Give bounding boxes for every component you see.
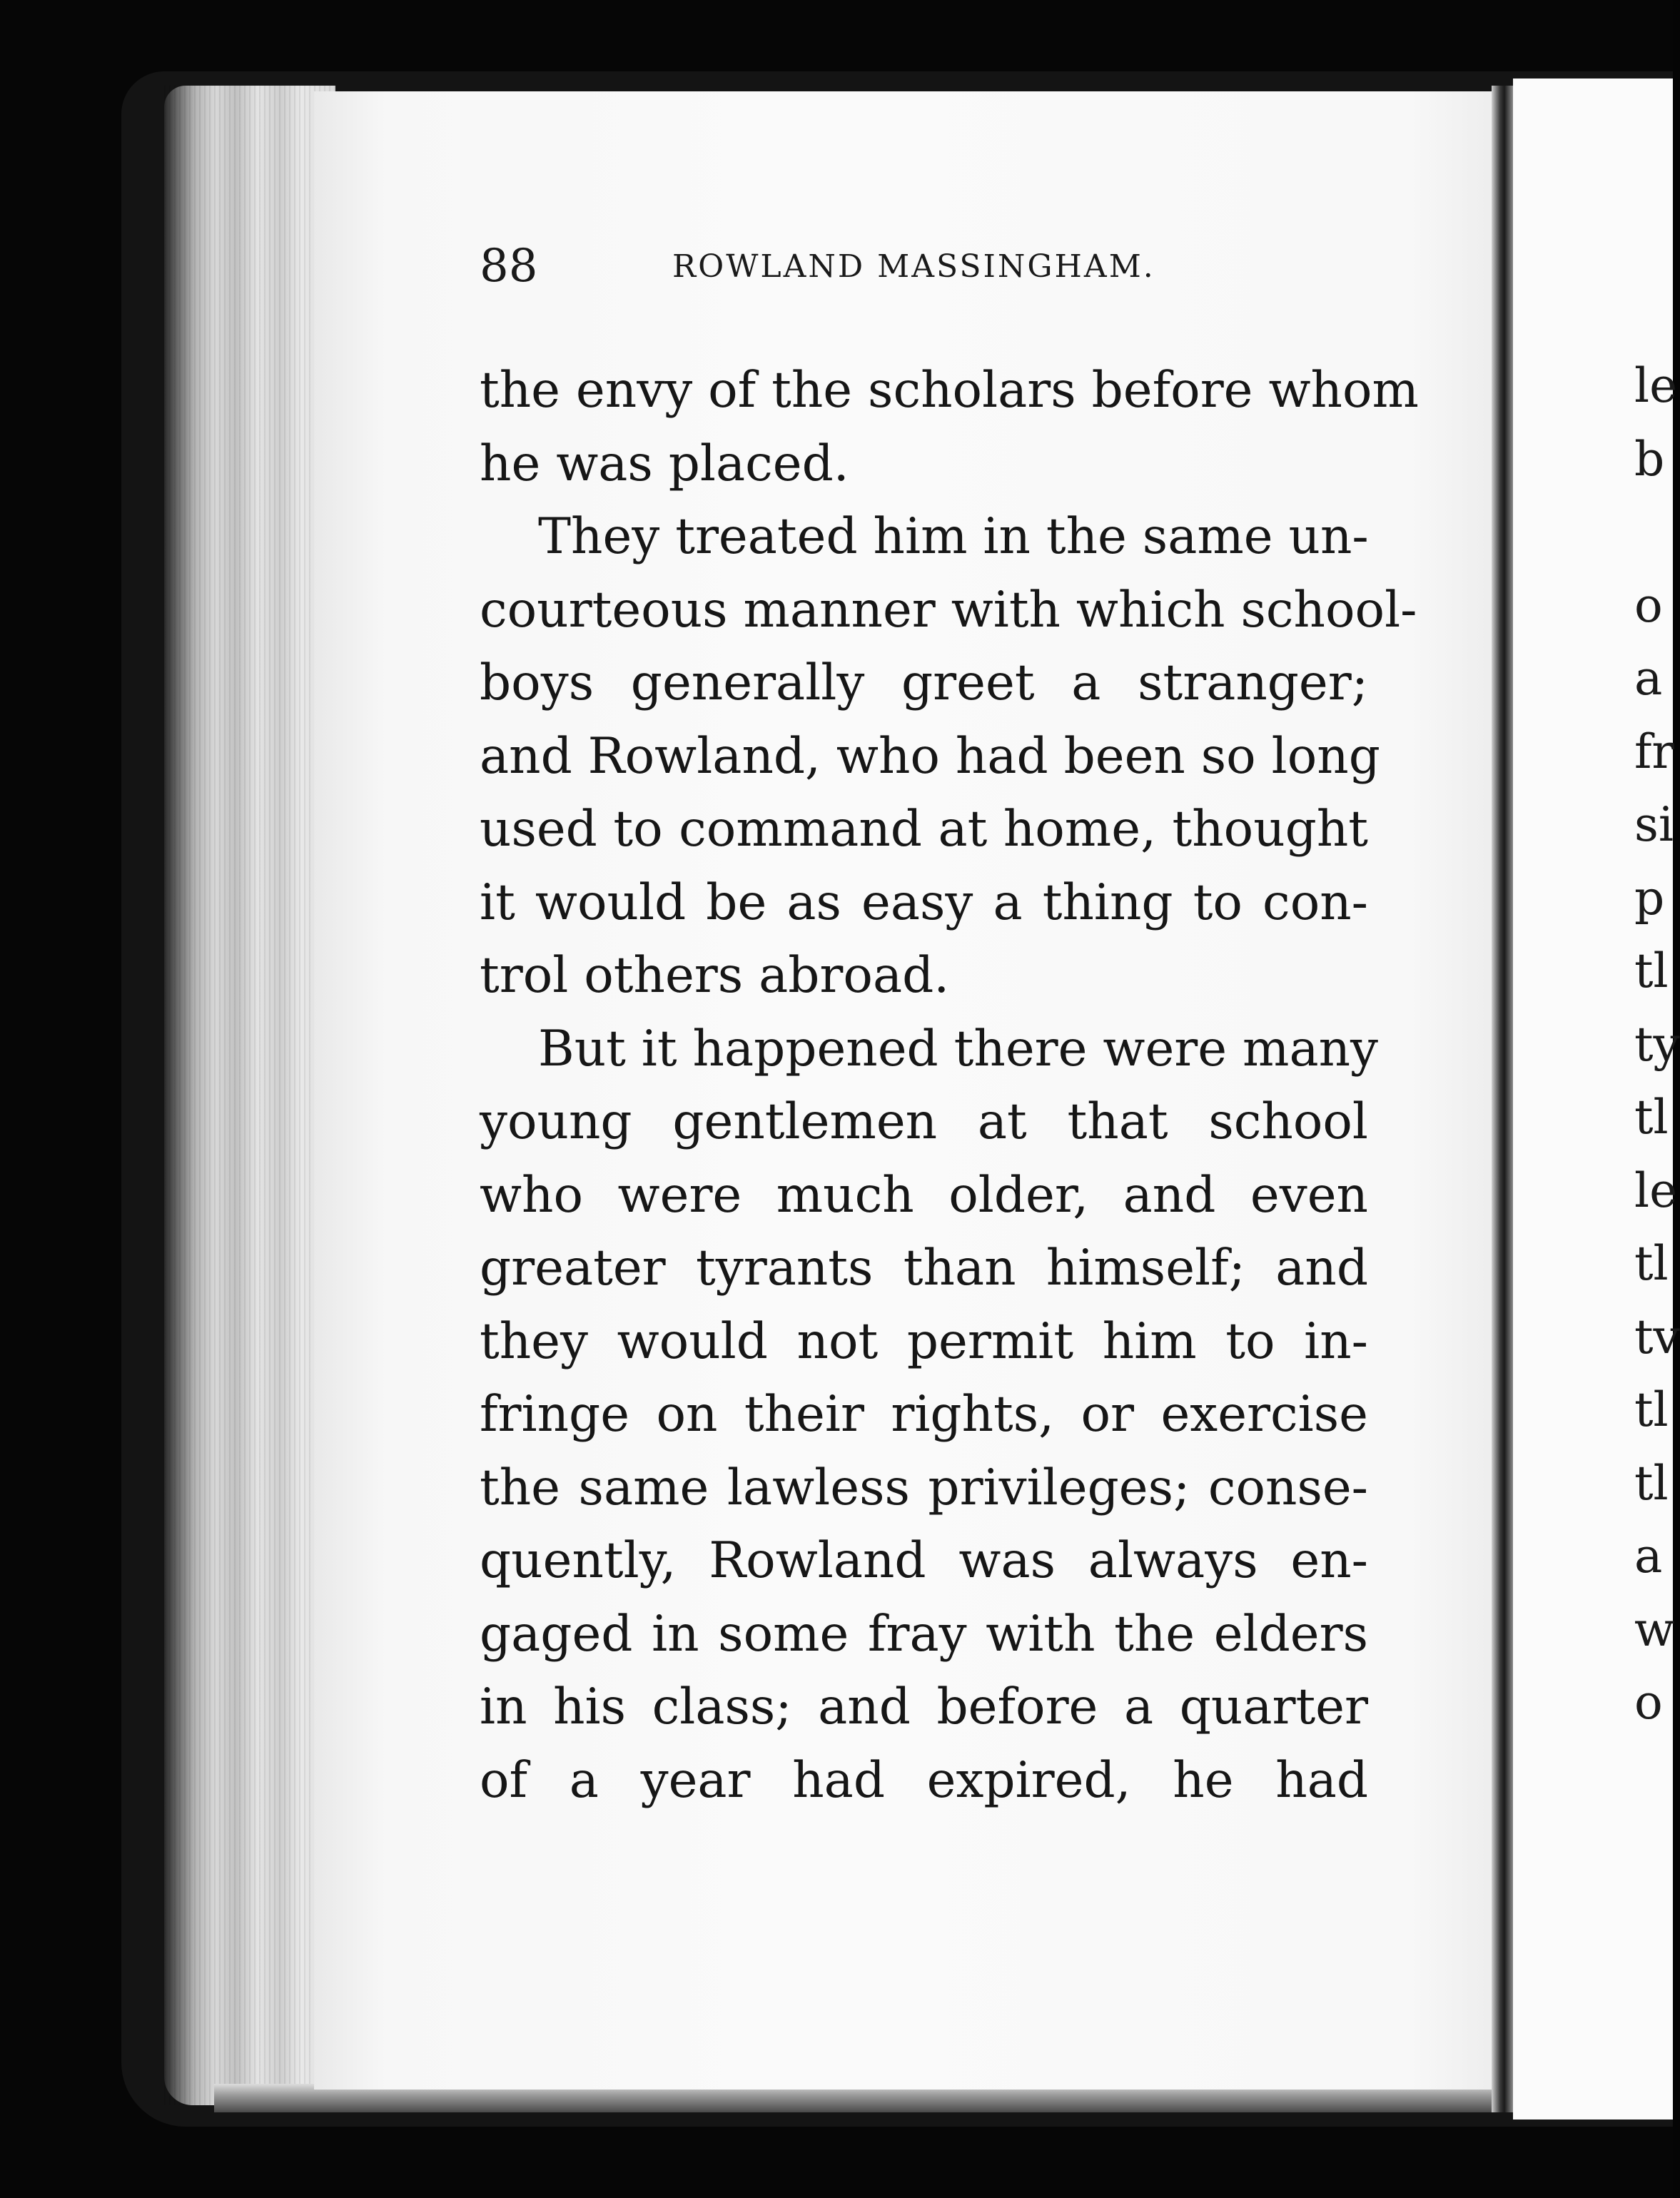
facing-fragment: w bbox=[1634, 1601, 1675, 1657]
facing-fragment: le bbox=[1634, 358, 1678, 413]
facing-fragment: ty bbox=[1634, 1016, 1680, 1072]
text-line: and Rowland, who had been so long bbox=[480, 727, 1380, 785]
facing-fragment: a bbox=[1634, 1529, 1663, 1584]
facing-fragment: tl bbox=[1634, 1090, 1669, 1145]
text-line: But it happened there were many bbox=[538, 1020, 1379, 1078]
facing-fragment: o bbox=[1634, 577, 1663, 633]
text-line: it would be as easy a thing to con- bbox=[480, 873, 1368, 931]
facing-fragment: tl bbox=[1634, 1236, 1669, 1291]
text-line: fringe on their rights, or exercise bbox=[480, 1386, 1368, 1443]
page-edges bbox=[164, 86, 335, 2105]
facing-fragment: tl bbox=[1634, 1455, 1669, 1511]
facing-fragment: o bbox=[1634, 1675, 1663, 1730]
facing-fragment: a bbox=[1634, 651, 1663, 706]
text-line: the same lawless privileges; conse- bbox=[480, 1459, 1368, 1516]
facing-fragment: si bbox=[1634, 797, 1674, 852]
facing-fragment: fr bbox=[1634, 724, 1674, 779]
text-line: courteous manner with which school- bbox=[480, 581, 1417, 639]
facing-fragment: le bbox=[1634, 1163, 1678, 1218]
text-line: they would not permit him to in- bbox=[480, 1312, 1368, 1370]
running-title: ROWLAND MASSINGHAM. bbox=[672, 248, 1155, 285]
facing-fragment: tv bbox=[1634, 1309, 1680, 1364]
running-head bbox=[480, 240, 1372, 304]
text-line: who were much older, and even bbox=[480, 1166, 1368, 1224]
text-line: greater tyrants than himself; and bbox=[480, 1240, 1368, 1297]
text-line: in his class; and before a quarter bbox=[480, 1678, 1368, 1736]
body-text bbox=[480, 354, 1419, 1817]
text-line: quently, Rowland was always en- bbox=[480, 1532, 1368, 1589]
text-line: They treated him in the same un- bbox=[538, 508, 1369, 565]
text-line: the envy of the scholars before whom bbox=[480, 362, 1419, 419]
facing-fragment: b bbox=[1634, 431, 1665, 487]
facing-fragment bbox=[1634, 496, 1677, 569]
facing-fragment: p bbox=[1634, 870, 1665, 926]
page-number: 88 bbox=[480, 240, 538, 293]
facing-fragment: tl bbox=[1634, 1382, 1669, 1437]
text-line: trol others abroad. bbox=[480, 947, 950, 1004]
text-line: used to command at home, thought bbox=[480, 801, 1368, 858]
text-line: gaged in some fray with the elders bbox=[480, 1605, 1368, 1663]
text-line: of a year had expired, he had bbox=[480, 1751, 1368, 1809]
text-line: he was placed. bbox=[480, 435, 849, 492]
facing-fragment: tl bbox=[1634, 943, 1669, 998]
text-line: young gentlemen at that school bbox=[480, 1093, 1368, 1150]
text-line: boys generally greet a stranger; bbox=[480, 654, 1368, 711]
facing-page-text bbox=[1634, 350, 1680, 1740]
book-gutter bbox=[1492, 86, 1513, 2112]
